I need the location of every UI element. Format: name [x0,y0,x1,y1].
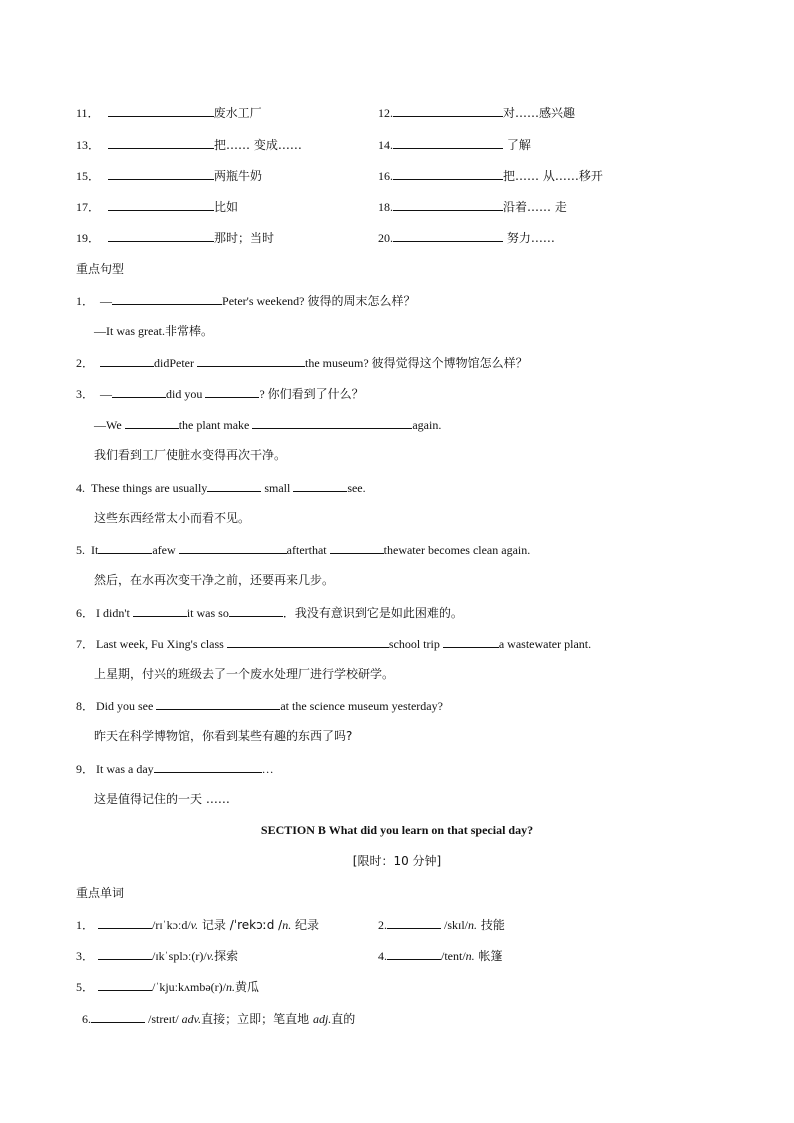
item-number: 12. [378,106,393,120]
item-number: 6． [76,606,95,620]
sentence-7-translation: 上星期，付兴的班级去了一个废水处理厂进行学校研学。 [94,667,395,681]
sentence-text: ．我没有意识到它是如此困难的。 [282,606,463,620]
sentence-8 [76,697,443,714]
sentence-text: ? 你们看到了什么？ [259,387,364,401]
sentence-text: Did you see [96,699,157,713]
answer-blank[interactable] [227,635,389,648]
item-number: 9． [76,762,95,776]
word-5 [76,978,259,995]
sentence-text: These things are usually [91,481,208,495]
part-of-speech: v. [206,949,215,963]
item-number: 1． [76,918,95,932]
sentence-text: —We [94,418,125,432]
sentence-text: didPeter [154,356,198,370]
answer-blank[interactable] [252,416,412,429]
phrase-row [76,104,262,121]
phrase-row [378,229,555,246]
answer-blank[interactable] [393,104,503,117]
item-number: 3． [76,387,95,401]
phrase-row [378,198,567,215]
phrase-row [378,167,603,184]
item-number: 1． [76,294,95,308]
answer-blank[interactable] [133,604,187,617]
meaning: 黄瓜 [235,980,260,994]
item-number: 4. [76,481,85,495]
answer-blank[interactable] [98,541,152,554]
sentence-5 [76,541,530,558]
sentence-4 [76,479,366,496]
part-of-speech: n. [468,918,478,932]
phonetic: /rɪˈkɔːd/ [152,918,191,932]
sentence-4-translation: 这些东西经常太小而看不见。 [94,511,251,525]
part-of-speech: n. [226,980,235,994]
words-heading: 重点单词 [76,886,125,900]
answer-blank[interactable] [443,635,499,648]
sentence-text: afterthat [286,543,330,557]
answer-blank[interactable] [156,697,280,710]
sentence-text: the museum? 彼得觉得这个博物馆怎么样？ [305,356,528,370]
word-2 [378,916,505,933]
sentence-text: afew [152,543,179,557]
answer-blank[interactable] [205,385,259,398]
answer-blank[interactable] [330,541,384,554]
word-4 [378,947,503,964]
item-number: 20. [378,231,393,245]
answer-blank[interactable] [112,292,222,305]
sentence-3-answer [94,416,441,433]
sentence-9 [76,760,274,777]
sentence-8-translation: 昨天在科学博物馆，你看到某些有趣的东西了吗? [94,729,353,743]
item-number: 7． [76,637,95,651]
sentence-text: Peter's weekend? 彼得的周末怎么样？ [222,294,416,308]
phrase-text: 了解 [503,138,531,152]
answer-blank[interactable] [393,229,503,242]
answer-blank[interactable] [108,104,214,117]
phrase-text: 比如 [214,200,239,214]
item-number: 14. [378,138,393,152]
answer-blank[interactable] [207,479,261,492]
phrase-text: 沿着…… 走 [503,200,567,214]
phrase-text: 两瓶牛奶 [214,169,263,183]
item-number: 19． [76,231,101,245]
item-number: 8． [76,699,95,713]
phrase-row [76,229,274,246]
meaning: 探索 [214,949,239,963]
meaning: 记录 /ˈrekɔːd / [198,918,283,932]
answer-blank[interactable] [125,416,179,429]
answer-blank[interactable] [197,354,305,367]
phrase-text: 对……感兴趣 [503,106,576,120]
item-number: 15． [76,169,101,183]
answer-blank[interactable] [293,479,347,492]
sentence-1 [76,292,415,309]
item-number: 11． [76,106,100,120]
answer-blank[interactable] [98,947,152,960]
part-of-speech: v. [190,918,199,932]
phonetic: /ˈkjuːkʌmbə(r)/ [152,980,226,994]
phrase-row [76,167,262,184]
sentences-heading: 重点句型 [76,262,125,276]
sentence-text: … [261,762,274,776]
sentence-5-translation: 然后，在水再次变干净之前，还要再来几步。 [94,573,335,587]
sentence-3 [76,385,364,402]
sentence-text: It was a day [96,762,154,776]
sentence-text: Last week, Fu Xing's class [96,637,227,651]
sentence-text: again. [412,418,442,432]
answer-blank[interactable] [393,198,503,211]
phrase-text: 把…… 从……移开 [503,169,603,183]
answer-blank[interactable] [100,354,154,367]
sentence-9-translation: 这是值得记住的一天 …… [94,792,230,806]
item-number: 3． [76,949,95,963]
word-6 [82,1010,355,1027]
item-number: 2. [378,918,387,932]
sentence-text: at the science museum yesterday? [280,699,443,713]
answer-blank[interactable] [108,167,214,180]
dash: — [100,387,113,401]
sentence-text: it was so [186,606,229,620]
answer-blank[interactable] [91,1010,145,1023]
time-limit: [限时：10 分钟] [352,854,442,868]
item-number: 13． [76,138,101,152]
part-of-speech: adv. [181,1012,202,1026]
sentence-3-translation: 我们看到工厂使脏水变得再次干净。 [94,448,287,462]
phonetic: /ɪkˈsplɔː(r)/ [152,949,207,963]
sentence-text: I didn't [96,606,133,620]
meaning: 纪录 [291,918,320,932]
word-1 [76,916,319,933]
sentence-text: see. [347,481,366,495]
sentence-text: school trip [388,637,443,651]
meaning: 直接；立即；笔直地 [201,1012,313,1026]
part-of-speech: n. [282,918,292,932]
sentence-1-answer: —It was great.非常棒。 [94,324,213,338]
phrase-text: 那时；当时 [214,231,275,245]
sentence-text: small [261,481,294,495]
answer-blank[interactable] [98,978,152,991]
meaning: 直的 [331,1012,356,1026]
sentence-2 [76,354,528,371]
answer-blank[interactable] [154,760,262,773]
sentence-6 [76,604,463,621]
item-number: 4. [378,949,387,963]
answer-blank[interactable] [179,541,287,554]
answer-blank[interactable] [387,916,441,929]
item-number: 6. [82,1012,91,1026]
dash: — [100,294,113,308]
phrase-row [76,136,302,153]
phonetic: /skɪl/ [441,918,469,932]
item-number: 17． [76,200,101,214]
answer-blank[interactable] [387,947,441,960]
sentence-text: a wastewater plant. [498,637,592,651]
answer-blank[interactable] [108,136,214,149]
phrase-row [76,198,238,215]
sentence-7 [76,635,591,652]
word-3 [76,947,238,964]
item-number: 18. [378,200,393,214]
meaning: 帐篷 [474,949,503,963]
phrase-row [378,136,531,153]
phrase-text: 努力…… [503,231,555,245]
answer-blank[interactable] [229,604,283,617]
sentence-text: the plant make [178,418,253,432]
answer-blank[interactable] [393,167,503,180]
meaning: 技能 [477,918,505,932]
item-number: 16. [378,169,393,183]
phrase-text: 废水工厂 [213,106,262,120]
answer-blank[interactable] [108,229,214,242]
sentence-text: It [91,543,99,557]
part-of-speech: adj. [312,1012,332,1026]
phrase-text: 把…… 变成…… [214,138,302,152]
answer-blank[interactable] [393,136,503,149]
phonetic: /streɪt/ [145,1012,182,1026]
item-number: 5. [76,543,85,557]
sentence-text: thewater becomes clean again. [383,543,531,557]
section-title: SECTION B What did you learn on that special day? [260,823,534,837]
part-of-speech: n. [465,949,475,963]
phrase-row [378,104,575,121]
answer-blank[interactable] [98,916,152,929]
item-number: 5． [76,980,95,994]
sentence-text: did you [166,387,206,401]
answer-blank[interactable] [108,198,214,211]
item-number: 2． [76,356,95,370]
phonetic: /tent/ [441,949,466,963]
answer-blank[interactable] [112,385,166,398]
